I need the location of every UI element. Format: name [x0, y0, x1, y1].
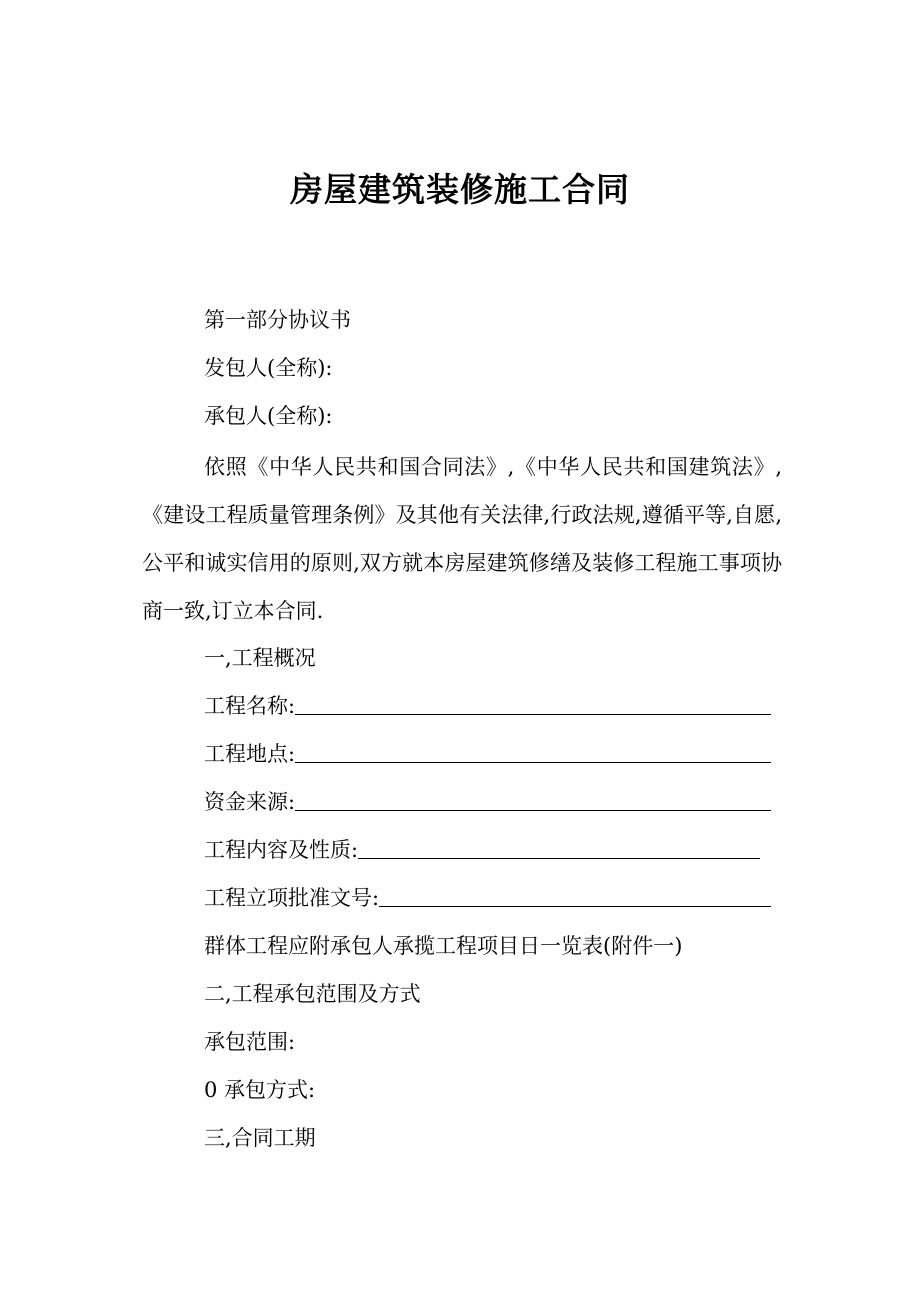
employer-label: 发包人(全称): [204, 356, 333, 380]
part-heading: 第一部分协议书 [204, 308, 351, 332]
section2-heading: 二,工程承包范围及方式 [204, 982, 421, 1006]
project-name-field [204, 682, 784, 730]
project-location-blank [295, 761, 771, 763]
project-name-blank [295, 713, 771, 715]
funding-source-blank [295, 809, 771, 811]
document-title: 房屋建筑装修施工合同 [290, 170, 630, 209]
project-content-blank [358, 857, 760, 859]
project-name-label: 工程名称: [204, 694, 296, 718]
approval-number-field [204, 874, 784, 922]
funding-source-field [204, 778, 784, 826]
group-project-note: 群体工程应附承包人承揽工程项目日一览表(附件一) [204, 934, 683, 958]
project-location-field [204, 730, 784, 778]
method-label: 0 承包方式: [204, 1078, 316, 1102]
section3-heading: 三,合同工期 [204, 1126, 316, 1150]
project-content-label: 工程内容及性质: [204, 838, 359, 862]
project-location-label: 工程地点: [204, 742, 296, 766]
section1-heading: 一,工程概况 [204, 646, 316, 670]
approval-number-label: 工程立项批准文号: [204, 886, 380, 910]
scope-label: 承包范围: [204, 1030, 296, 1054]
approval-number-blank [379, 905, 771, 907]
project-content-field [204, 826, 784, 874]
funding-source-label: 资金来源: [204, 790, 296, 814]
preamble-paragraph: 依照《中华人民共和国合同法》,《中华人民共和国建筑法》,《建设工程质量管理条例》及其他有关法律,行政法规,遵循平等,自愿,公平和诚实信用的原则,双方就本房屋建筑修缮及装修工程施工事项协商一致,订立本合同. [142, 455, 782, 623]
contractor-label: 承包人(全称): [204, 404, 333, 428]
